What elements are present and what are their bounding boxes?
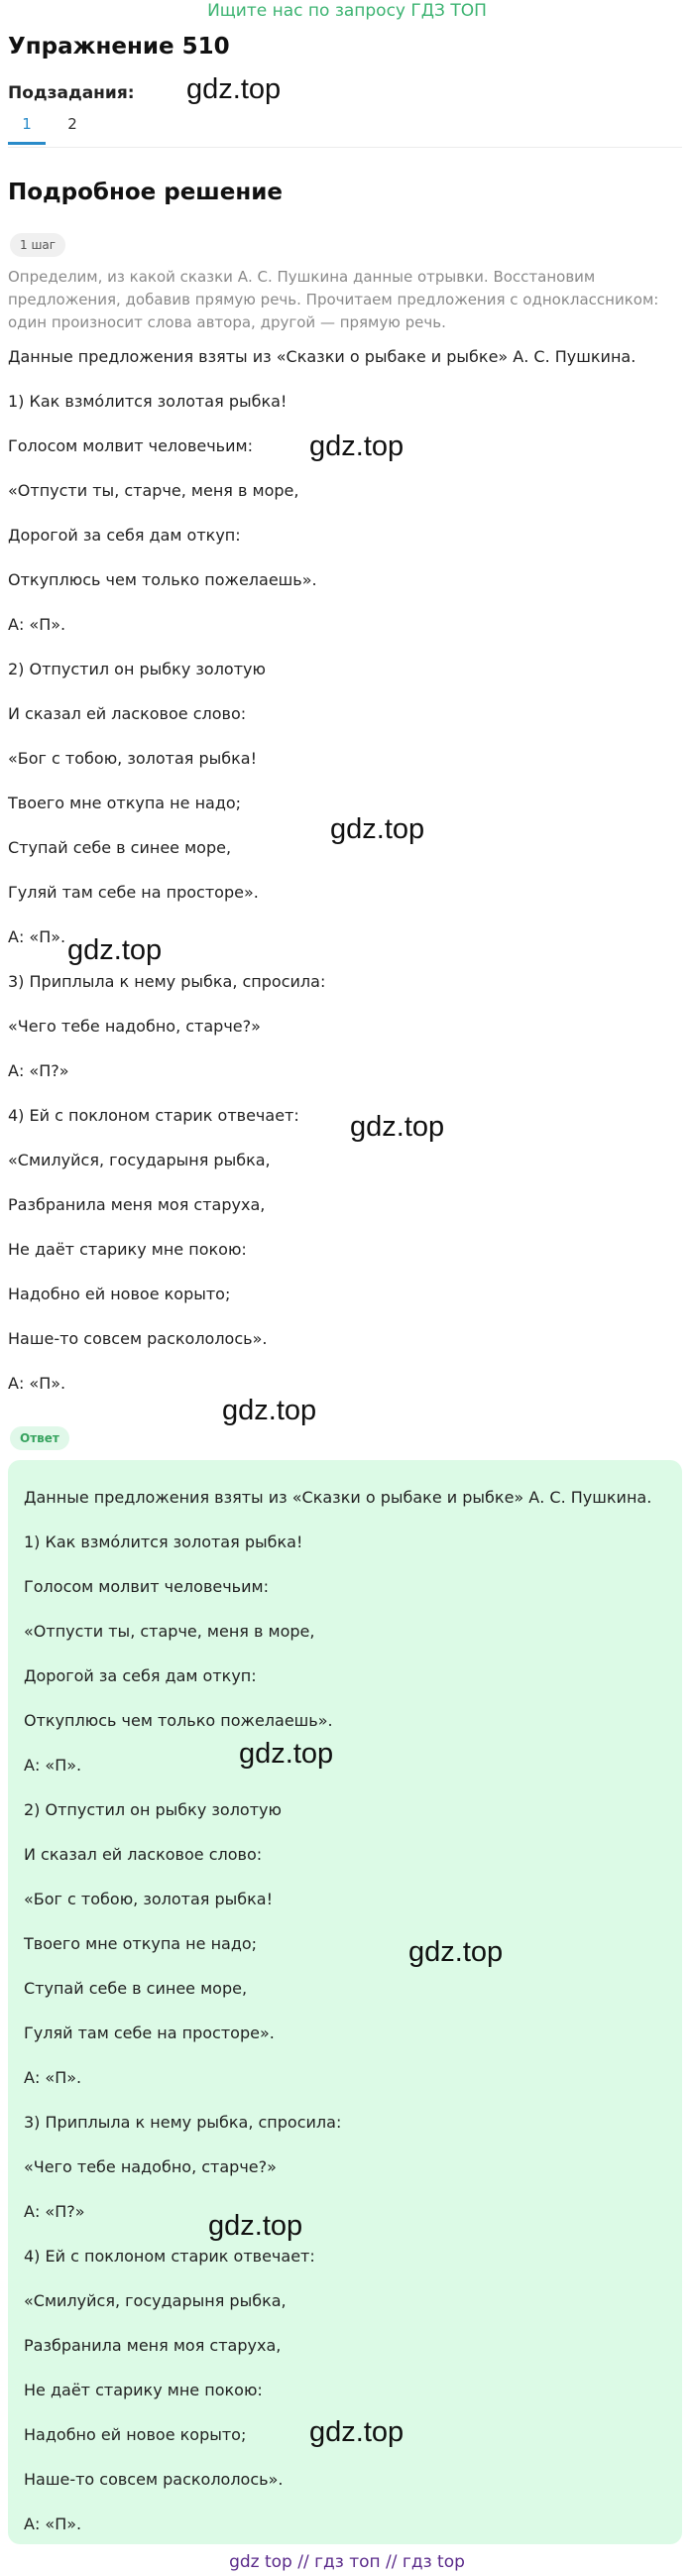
watermark: gdz.top — [309, 430, 405, 462]
solution-line: И сказал ей ласковое слово: — [8, 704, 247, 723]
watermark: gdz.top — [186, 73, 282, 105]
answer-line: Данные предложения взяты из «Сказки о рыбаке и рыбке» А. С. Пушкина. — [24, 1488, 652, 1507]
solution-line: Твоего мне откупа не надо; — [8, 794, 242, 812]
answer-line: А: «П». — [24, 1756, 82, 1775]
answer-line: Надобно ей новое корыто; — [24, 2425, 247, 2444]
step-badge: 1 шаг — [10, 233, 65, 257]
answer-line: Разбранила меня моя старуха, — [24, 2336, 282, 2355]
solution-line: А: «П». — [8, 1374, 66, 1393]
watermark: gdz.top — [222, 1395, 317, 1426]
answer-line: 2) Отпустил он рыбку золотую — [24, 1800, 282, 1819]
answer-line: 1) Как взмóлится золотая рыбка! — [24, 1533, 303, 1551]
tab-subtask-2[interactable]: 2 — [67, 115, 77, 133]
solution-line: Надобно ей новое корыто; — [8, 1285, 231, 1303]
answer-line: И сказал ей ласковое слово: — [24, 1845, 263, 1864]
solution-line: «Отпусти ты, старче, меня в море, — [8, 481, 299, 500]
solution-line: Ступай себе в синее море, — [8, 838, 232, 857]
answer-lines — [24, 1483, 668, 2554]
answer-line: А: «П». — [24, 2068, 82, 2087]
solution-line: 4) Ей с поклоном старик отвечает: — [8, 1106, 299, 1125]
watermark: gdz.top — [408, 1936, 504, 1968]
solution-line: «Смилуйся, государыня рыбка, — [8, 1151, 271, 1169]
answer-line: «Отпусти ты, старче, меня в море, — [24, 1622, 315, 1641]
answer-line: Ступай себе в синее море, — [24, 1979, 248, 1998]
answer-line: Твоего мне откупа не надо; — [24, 1934, 258, 1953]
solution-line: Не даёт старику мне покою: — [8, 1240, 247, 1259]
solution-line: А: «П». — [8, 927, 66, 946]
watermark: gdz.top — [350, 1111, 445, 1143]
search-banner: Ищите нас по запросу ГДЗ ТОП — [207, 1, 487, 21]
solution-line: А: «П». — [8, 615, 66, 634]
answer-line: 3) Приплыла к нему рыбка, спросила: — [24, 2113, 342, 2132]
answer-line: Гуляй там себе на просторе». — [24, 2024, 275, 2042]
solution-line: Данные предложения взяты из «Сказки о рыбаке и рыбке» А. С. Пушкина. — [8, 347, 636, 366]
answer-line: «Смилуйся, государыня рыбка, — [24, 2291, 287, 2310]
answer-badge: Ответ — [10, 1426, 69, 1450]
watermark: gdz.top — [309, 2416, 405, 2448]
watermark: gdz.top — [330, 813, 425, 845]
solution-line: «Бог с тобою, золотая рыбка! — [8, 749, 258, 768]
subtask-tabs — [8, 111, 682, 148]
answer-line: Дорогой за себя дам откуп: — [24, 1666, 257, 1685]
answer-line: Наше-то совсем раскололось». — [24, 2470, 284, 2489]
answer-line: Откуплюсь чем только пожелаешь». — [24, 1711, 333, 1730]
solution-line: Наше-то совсем раскололось». — [8, 1329, 268, 1348]
footer-links: gdz top // гдз топ // гдз top — [229, 2552, 465, 2572]
watermark: gdz.top — [208, 2210, 303, 2242]
solution-line: 2) Отпустил он рыбку золотую — [8, 660, 266, 678]
solution-line: Голосом молвит человечьим: — [8, 436, 253, 455]
answer-line: «Чего тебе надобно, старче?» — [24, 2157, 277, 2176]
answer-line: А: «П?» — [24, 2202, 85, 2221]
solution-line: Разбранила меня моя старуха, — [8, 1195, 266, 1214]
solution-lines — [8, 342, 682, 1413]
solution-line: «Чего тебе надобно, старче?» — [8, 1017, 261, 1036]
section-title: Подробное решение — [8, 180, 283, 205]
solution-line: 1) Как взмóлится золотая рыбка! — [8, 392, 288, 411]
intro-text: Определим, из какой сказки А. С. Пушкина данные отрывки. Восстановим предложения, добавив прямую речь. Прочитаем предложения с одноклассником: один произносит слова автора, другой — прямую речь. — [8, 268, 659, 331]
solution-line: А: «П?» — [8, 1061, 69, 1080]
watermark: gdz.top — [67, 934, 163, 966]
solution-line: Дорогой за себя дам откуп: — [8, 526, 241, 545]
solution-line: 3) Приплыла к нему рыбка, спросила: — [8, 972, 326, 991]
tab-subtask-1[interactable]: 1 — [8, 111, 46, 145]
page-title: Упражнение 510 — [8, 34, 230, 60]
answer-line: А: «П». — [24, 2515, 82, 2533]
solution-line: Гуляй там себе на просторе». — [8, 883, 259, 902]
answer-line: Не даёт старику мне покою: — [24, 2381, 263, 2399]
answer-line: «Бог с тобою, золотая рыбка! — [24, 1890, 274, 1908]
answer-line: Голосом молвит человечьим: — [24, 1577, 269, 1596]
answer-line: 4) Ей с поклоном старик отвечает: — [24, 2247, 315, 2266]
solution-line: Откуплюсь чем только пожелаешь». — [8, 570, 317, 589]
subtasks-label: Подзадания: — [8, 83, 135, 103]
watermark: gdz.top — [239, 1738, 334, 1770]
